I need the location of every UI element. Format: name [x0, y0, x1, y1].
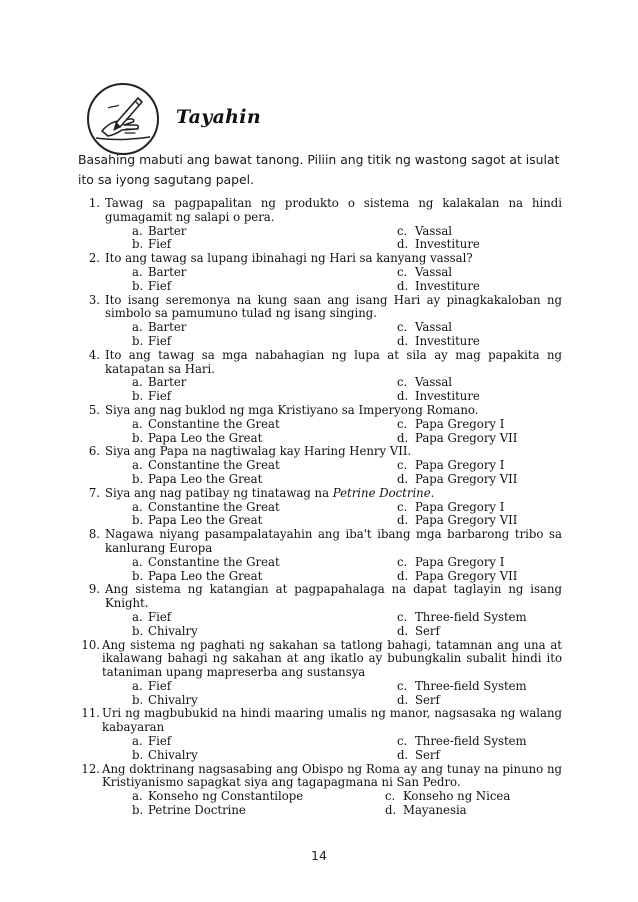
choice-text: Fief	[148, 333, 172, 348]
choice-row	[132, 390, 562, 404]
choice-letter: b.	[132, 692, 144, 707]
answer-choice[interactable]	[397, 376, 452, 390]
question-item	[78, 763, 562, 818]
choice-text: Investiture	[415, 278, 480, 293]
choice-letter: b.	[132, 430, 144, 445]
question-item	[78, 707, 562, 762]
answer-choice[interactable]	[132, 225, 397, 239]
choice-row	[132, 556, 562, 570]
choice-letter: b.	[132, 237, 144, 252]
question-number: 4.	[88, 347, 100, 362]
choice-text: Fief	[148, 237, 172, 252]
choice-text: Papa Gregory I	[415, 458, 505, 473]
choice-text: Papa Gregory VII	[415, 430, 518, 445]
answer-choices	[132, 680, 562, 708]
choice-text: Papa Leo the Great	[148, 568, 263, 583]
question-line	[78, 294, 562, 322]
choice-text: Vassal	[415, 223, 453, 238]
answer-choice[interactable]	[397, 238, 480, 252]
choice-row	[132, 280, 562, 294]
answer-choice[interactable]	[397, 611, 527, 625]
question-line	[78, 528, 562, 556]
choice-letter: d.	[397, 513, 409, 528]
choice-text: Constantine the Great	[148, 499, 280, 514]
choice-letter: a.	[132, 458, 143, 473]
question-text: Ito ang tawag sa mga nabahagian ng lupa at sila ay mag papakita ng katapatan sa Hari.	[105, 347, 562, 376]
choice-letter: b.	[132, 513, 144, 528]
choice-letter: c.	[397, 554, 408, 569]
choice-text: Barter	[148, 320, 187, 335]
choice-text: Constantine the Great	[148, 416, 280, 431]
choice-text: Fief	[148, 609, 172, 624]
choice-text: Vassal	[415, 320, 453, 335]
choice-letter: a.	[132, 223, 143, 238]
question-line	[78, 583, 562, 611]
choice-text: Konseho ng Constantilope	[148, 789, 304, 804]
answer-choice[interactable]	[132, 473, 397, 487]
answer-choice[interactable]	[132, 556, 397, 570]
question-number: 1.	[88, 196, 100, 210]
choice-letter: a.	[132, 734, 143, 749]
question-line	[78, 445, 562, 459]
answer-choice[interactable]	[132, 390, 397, 404]
choice-text: Fief	[148, 678, 172, 693]
question-text: Siya ang Papa na nagtiwalag kay Haring Henry VII.	[105, 444, 412, 459]
answer-choice[interactable]	[132, 459, 397, 473]
choice-letter: a.	[132, 320, 143, 335]
choice-letter: d.	[397, 278, 409, 293]
choice-text: Investiture	[415, 333, 480, 348]
question-list	[78, 197, 562, 818]
question-text: Nagawa niyang pasampalatayahin ang iba't ibang mga barbarong tribo sa kanlurang Europa	[105, 527, 562, 555]
answer-choice[interactable]	[132, 501, 397, 515]
choice-text: Investiture	[415, 389, 480, 404]
choice-row	[132, 501, 562, 515]
choice-letter: c.	[397, 678, 408, 693]
choice-row	[132, 238, 562, 252]
choice-row	[132, 570, 562, 584]
question-line	[78, 763, 562, 791]
answer-choice[interactable]	[132, 280, 397, 294]
answer-choice[interactable]	[397, 570, 517, 584]
choice-text: Papa Gregory VII	[415, 471, 518, 486]
choice-text: Petrine Doctrine	[148, 803, 246, 818]
choice-text: Barter	[148, 223, 187, 238]
choice-letter: c.	[397, 320, 408, 335]
choice-row	[132, 459, 562, 473]
choice-row	[132, 266, 562, 280]
question-item	[78, 445, 562, 486]
answer-choice[interactable]	[397, 390, 480, 404]
question-text: Siya ang nag buklod ng mga Kristiyano sa Imperyong Romano.	[105, 402, 479, 417]
choice-row	[132, 611, 562, 625]
choice-text: Papa Gregory I	[415, 554, 505, 569]
answer-choice[interactable]	[397, 418, 504, 432]
choice-letter: c.	[397, 458, 408, 473]
answer-choice[interactable]	[132, 376, 397, 390]
choice-letter: d.	[397, 333, 409, 348]
question-number: 11.	[81, 706, 100, 721]
choice-letter: a.	[132, 416, 143, 431]
answer-choice[interactable]	[385, 804, 467, 818]
choice-letter: b.	[132, 568, 144, 583]
answer-choices	[132, 501, 562, 529]
choice-text: Fief	[148, 734, 172, 749]
question-item	[78, 639, 562, 708]
question-number: 6.	[88, 444, 100, 459]
choice-letter: d.	[397, 237, 409, 252]
answer-choice[interactable]	[132, 321, 397, 335]
choice-row	[132, 680, 562, 694]
choice-text: Three-field System	[415, 734, 527, 749]
question-number: 2.	[88, 251, 100, 266]
choice-letter: c.	[397, 264, 408, 279]
answer-choices	[132, 790, 562, 818]
question-text: Ito isang seremonya na kung saan ang isang Hari ay pinagkakaloban ng simbolo sa pamumuno tulad ng isang singing.	[105, 292, 562, 321]
answer-choice[interactable]	[397, 225, 452, 239]
choice-letter: c.	[397, 416, 408, 431]
answer-choice[interactable]	[397, 680, 527, 694]
choice-row	[132, 514, 562, 528]
answer-choice[interactable]	[132, 418, 397, 432]
answer-choices	[132, 459, 562, 487]
choice-text: Barter	[148, 264, 187, 279]
choice-letter: c.	[397, 734, 408, 749]
choice-text: Investiture	[415, 237, 480, 252]
answer-choices	[132, 556, 562, 584]
answer-choice[interactable]	[132, 514, 397, 528]
question-item	[78, 197, 562, 252]
choice-letter: d.	[397, 747, 409, 762]
question-text: Ang doktrinang nagsasabing ang Obispo ng Roma ay ang tunay na pinuno ng Kristiyanismo sapagkat siya ang tagapagmana ni San Pedro.	[102, 761, 562, 790]
answer-choice[interactable]	[397, 335, 480, 349]
choice-text: Papa Gregory VII	[415, 568, 518, 583]
choice-row	[132, 735, 562, 749]
choice-text: Fief	[148, 278, 172, 293]
answer-choice[interactable]	[132, 432, 397, 446]
question-text: Ang sistema ng paghati ng sakahan sa tatlong bahagi, tatamnan ang una at ikalawang bahagi ng sakahan at ang ikatlo ay bubungkalin subalit hindi ito tataniman upang mapreserba ang sustansya	[102, 637, 562, 680]
choice-letter: a.	[132, 678, 143, 693]
question-number: 5.	[88, 402, 100, 417]
choice-row	[132, 376, 562, 390]
question-number: 8.	[88, 527, 100, 542]
question-text: Uri ng magbubukid na hindi maaring umalis ng manor, nagsasaka ng walang kabayaran	[102, 706, 562, 735]
choice-letter: a.	[132, 499, 143, 514]
choice-text: Barter	[148, 375, 187, 390]
question-number: 7.	[88, 485, 100, 500]
question-line	[78, 639, 562, 680]
choice-letter: c.	[397, 499, 408, 514]
question-text-part: Siya ang nag patibay ng tinatawag na	[105, 485, 333, 500]
choice-row	[132, 804, 562, 818]
answer-choice[interactable]	[132, 735, 397, 749]
question-item	[78, 294, 562, 349]
question-text-part: .	[430, 485, 435, 500]
answer-choice[interactable]	[397, 266, 452, 280]
instructions-paragraph: Basahing mabuti ang bawat tanong. Piliin ang titik ng wastong sagot at isulat ito sa iyong sagutang papel.	[78, 152, 560, 187]
answer-choice[interactable]	[397, 459, 504, 473]
choice-row	[132, 749, 562, 763]
choice-text: Konseho ng Nicea	[403, 789, 511, 804]
answer-choice[interactable]	[132, 335, 397, 349]
question-item	[78, 252, 562, 293]
choice-letter: d.	[385, 803, 397, 818]
question-number: 10.	[81, 637, 100, 652]
answer-choice[interactable]	[397, 514, 517, 528]
choice-text: Chivalry	[148, 623, 198, 638]
question-line	[78, 349, 562, 377]
answer-choices	[132, 418, 562, 446]
answer-choice[interactable]	[132, 790, 385, 804]
choice-text: Fief	[148, 389, 172, 404]
choice-letter: c.	[385, 789, 396, 804]
choice-text: Papa Leo the Great	[148, 513, 263, 528]
question-number: 12.	[81, 761, 100, 776]
question-line	[78, 487, 562, 501]
choice-text: Chivalry	[148, 692, 198, 707]
choice-letter: b.	[132, 389, 144, 404]
choice-text: Mayanesia	[403, 803, 467, 818]
choice-row	[132, 625, 562, 639]
page-number: 14	[311, 848, 327, 863]
question-text	[105, 487, 562, 501]
writing-hand-icon	[86, 82, 160, 156]
choice-letter: b.	[132, 471, 144, 486]
answer-choice[interactable]	[397, 280, 480, 294]
answer-choice[interactable]	[132, 611, 397, 625]
answer-choice[interactable]	[132, 749, 397, 763]
question-number: 3.	[88, 292, 100, 307]
answer-choice[interactable]	[385, 790, 510, 804]
choice-letter: a.	[132, 789, 143, 804]
question-item	[78, 404, 562, 445]
answer-choice[interactable]	[397, 501, 504, 515]
question-item	[78, 487, 562, 528]
choice-letter: d.	[397, 389, 409, 404]
answer-choice[interactable]	[397, 625, 440, 639]
choice-letter: a.	[132, 609, 143, 624]
choice-letter: b.	[132, 278, 144, 293]
question-number: 9.	[88, 582, 100, 597]
answer-choice[interactable]	[397, 749, 440, 763]
choice-row	[132, 432, 562, 446]
choice-row	[132, 335, 562, 349]
choice-letter: a.	[132, 375, 143, 390]
answer-choices	[132, 376, 562, 404]
choice-letter: a.	[132, 264, 143, 279]
question-text: Ang sistema ng katangian at pagpapahalaga na dapat taglayin ng isang Knight.	[105, 582, 562, 611]
answer-choice[interactable]	[132, 570, 397, 584]
choice-text: Chivalry	[148, 747, 198, 762]
choice-text: Papa Leo the Great	[148, 430, 263, 445]
answer-choices	[132, 611, 562, 639]
choice-text: Serf	[415, 747, 440, 762]
answer-choice[interactable]	[397, 694, 440, 708]
choice-row	[132, 418, 562, 432]
choice-text: Vassal	[415, 375, 453, 390]
choice-text: Papa Gregory I	[415, 499, 505, 514]
answer-choice[interactable]	[132, 680, 397, 694]
choice-letter: a.	[132, 554, 143, 569]
question-line	[78, 707, 562, 735]
choice-row	[132, 790, 562, 804]
choice-row	[132, 694, 562, 708]
choice-letter: c.	[397, 609, 408, 624]
choice-letter: b.	[132, 747, 144, 762]
choice-text: Papa Gregory VII	[415, 513, 518, 528]
answer-choice[interactable]	[132, 804, 385, 818]
question-item	[78, 349, 562, 404]
answer-choice[interactable]	[397, 321, 452, 335]
answer-choice[interactable]	[132, 625, 397, 639]
answer-choice[interactable]	[397, 556, 504, 570]
choice-text: Constantine the Great	[148, 554, 280, 569]
choice-text: Constantine the Great	[148, 458, 280, 473]
question-text: Tawag sa pagpapalitan ng produkto o sistema ng kalakalan na hindi gumagamit ng salapi o pera.	[105, 196, 562, 224]
choice-letter: d.	[397, 692, 409, 707]
answer-choices	[132, 735, 562, 763]
choice-letter: b.	[132, 803, 144, 818]
question-item	[78, 583, 562, 638]
choice-letter: c.	[397, 375, 408, 390]
choice-letter: d.	[397, 623, 409, 638]
choice-text: Papa Leo the Great	[148, 471, 263, 486]
choice-text: Three-field System	[415, 609, 527, 624]
choice-text: Vassal	[415, 264, 453, 279]
answer-choice[interactable]	[397, 473, 517, 487]
choice-letter: b.	[132, 333, 144, 348]
choice-text: Papa Gregory I	[415, 416, 505, 431]
choice-row	[132, 225, 562, 239]
question-item	[78, 528, 562, 583]
answer-choices	[132, 225, 562, 253]
answer-choices	[132, 321, 562, 349]
choice-text: Serf	[415, 692, 440, 707]
question-line	[78, 252, 562, 266]
question-line	[78, 404, 562, 418]
answer-choice[interactable]	[397, 735, 527, 749]
choice-text: Serf	[415, 623, 440, 638]
question-line	[78, 197, 562, 225]
choice-letter: d.	[397, 568, 409, 583]
question-text: Ito ang tawag sa lupang ibinahagi ng Hari sa kanyang vassal?	[105, 251, 473, 266]
choice-letter: d.	[397, 471, 409, 486]
choice-row	[132, 321, 562, 335]
section-title: Tayahin	[176, 106, 261, 128]
answer-choice[interactable]	[132, 266, 397, 280]
answer-choices	[132, 266, 562, 294]
answer-choice[interactable]	[397, 432, 517, 446]
choice-letter: c.	[397, 223, 408, 238]
choice-text: Three-field System	[415, 678, 527, 693]
answer-choice[interactable]	[132, 694, 397, 708]
choice-row	[132, 473, 562, 487]
choice-letter: b.	[132, 623, 144, 638]
answer-choice[interactable]	[132, 238, 397, 252]
question-text-emphasis: Petrine Doctrine	[332, 485, 431, 500]
choice-letter: d.	[397, 430, 409, 445]
